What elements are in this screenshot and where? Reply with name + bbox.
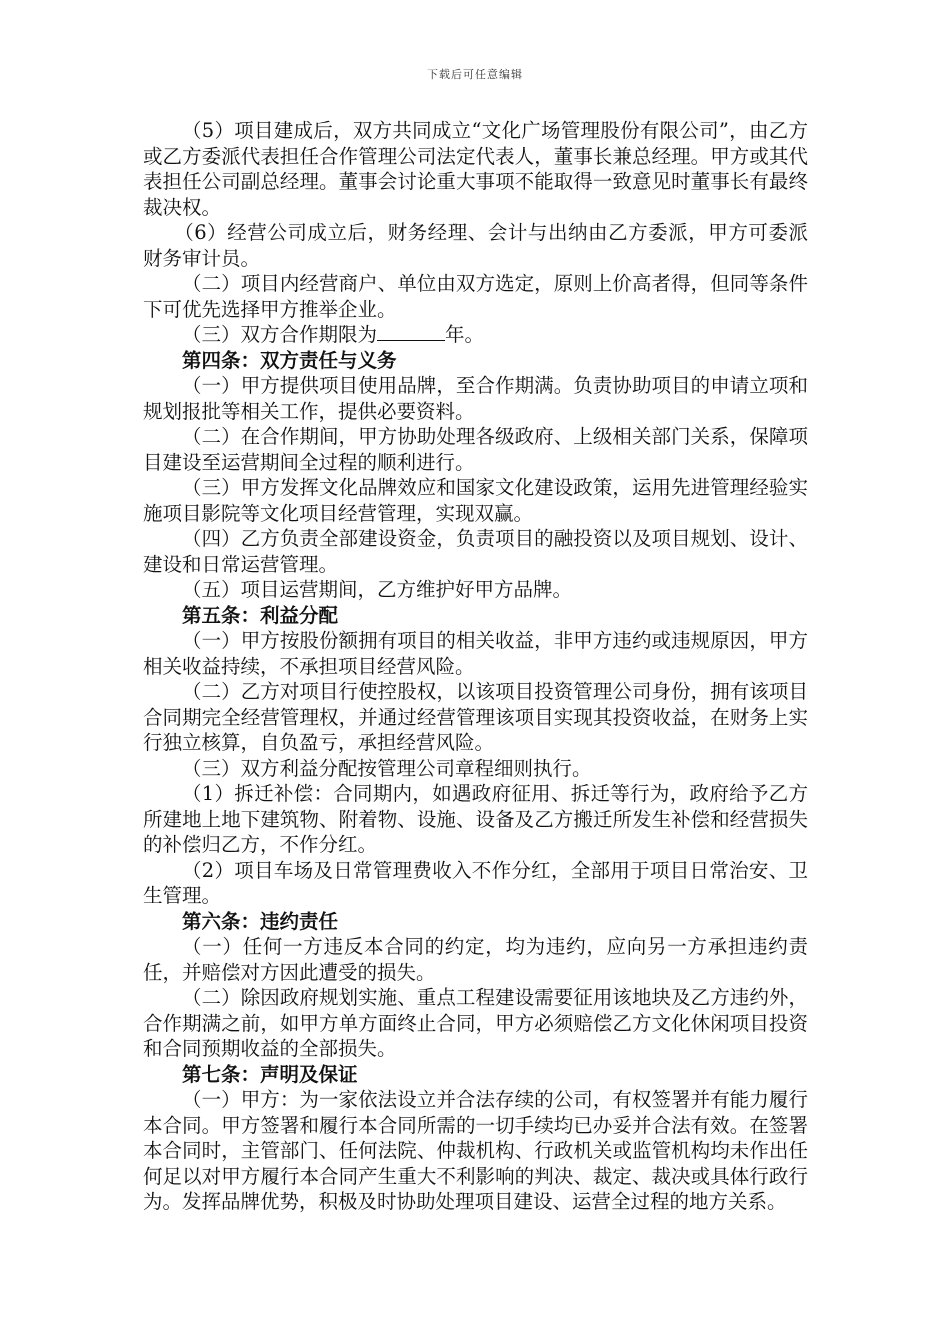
term-blank bbox=[377, 322, 445, 341]
article-5-item-2: （二）乙方对项目行使控股权，以该项目投资管理公司身份，拥有该项目合同期完全经营管理权，并通过经营管理该项目实现其投资收益，在财务上实行独立核算，自负盈亏，承担经营风险。 bbox=[143, 680, 808, 754]
paragraph-5-company: （5）项目建成后，双方共同成立“文化广场管理股份有限公司”，由乙方或乙方委派代表担任合作管理公司法定代表人，董事长兼总经理。甲方或其代表担任公司副总经理。董事会讨论重大事项不能取得一致意见时董事长有最终裁决权。 bbox=[143, 119, 808, 219]
article-5-item-1: （一）甲方按股份额拥有项目的相关收益，非甲方违约或违规原因，甲方相关收益持续，不承担项目经营风险。 bbox=[143, 629, 808, 678]
article-6-item-2: （二）除因政府规划实施、重点工程建设需要征用该地块及乙方违约外，合作期满之前，如甲方单方面终止合同，甲方必须赔偿乙方文化休闲项目投资和合同预期收益的全部损失。 bbox=[143, 986, 808, 1060]
term-suffix: 年。 bbox=[445, 323, 485, 346]
document-body bbox=[143, 118, 808, 1215]
article-5-subitem-2: （2）项目车场及日常管理费收入不作分红，全部用于项目日常治安、卫生管理。 bbox=[143, 858, 808, 907]
term-prefix: （三）双方合作期限为 bbox=[182, 323, 378, 346]
article-6-heading: 第六条：违约责任 bbox=[182, 909, 339, 933]
article-4-item-2: （二）在合作期间，甲方协助处理各级政府、上级相关部门关系，保障项目建设至运营期间全过程的顺利进行。 bbox=[143, 425, 808, 474]
article-7-item-1: （一）甲方：为一家依法设立并合法存续的公司，有权签署并有能力履行本合同。甲方签署和履行本合同所需的一切手续均已办妥并合法有效。在签署本合同时，主管部门、任何法院、仲裁机构、行政机关或监管机构均未作出任何足以对甲方履行本合同产生重大不利影响的判决、裁定、裁决或具体行政行为。发挥品牌优势，积极及时协助处理项目建设、运营全过程的地方关系。 bbox=[143, 1088, 808, 1213]
article-4-item-3: （三）甲方发挥文化品牌效应和国家文化建设政策，运用先进管理经验实施项目影院等文化项目经营管理，实现双赢。 bbox=[143, 476, 808, 525]
article-4-item-1: （一）甲方提供项目使用品牌，至合作期满。负责协助项目的申请立项和规划报批等相关工作，提供必要资料。 bbox=[143, 374, 808, 423]
article-6-item-1: （一）任何一方违反本合同的约定，均为违约，应向另一方承担违约责任，并赔偿对方因此遭受的损失。 bbox=[143, 935, 808, 984]
article-7-heading: 第七条：声明及保证 bbox=[182, 1062, 358, 1086]
article-5-item-3: （三）双方利益分配按管理公司章程细则执行。 bbox=[182, 756, 592, 780]
article-4-heading: 第四条：双方责任与义务 bbox=[182, 348, 397, 372]
paragraph-term bbox=[143, 322, 808, 348]
article-4-item-5: （五）项目运营期间，乙方维护好甲方品牌。 bbox=[182, 578, 573, 601]
page-header-note: 下载后可任意编辑 bbox=[427, 68, 523, 81]
article-5-subitem-1: （1）拆迁补偿：合同期内，如遇政府征用、拆迁等行为，政府给予乙方所建地上地下建筑物、附着物、设施、设备及乙方搬迁所发生补偿和经营损失的补偿归乙方，不作分红。 bbox=[143, 782, 808, 856]
article-4-item-4: （四）乙方负责全部建设资金，负责项目的融投资以及项目规划、设计、建设和日常运营管理。 bbox=[143, 527, 808, 576]
paragraph-tenants: （二）项目内经营商户、单位由双方选定，原则上价高者得，但同等条件下可优先选择甲方推举企业。 bbox=[143, 272, 808, 321]
paragraph-6-finance: （6）经营公司成立后，财务经理、会计与出纳由乙方委派，甲方可委派财务审计员。 bbox=[143, 221, 808, 270]
article-5-heading: 第五条：利益分配 bbox=[182, 603, 339, 627]
